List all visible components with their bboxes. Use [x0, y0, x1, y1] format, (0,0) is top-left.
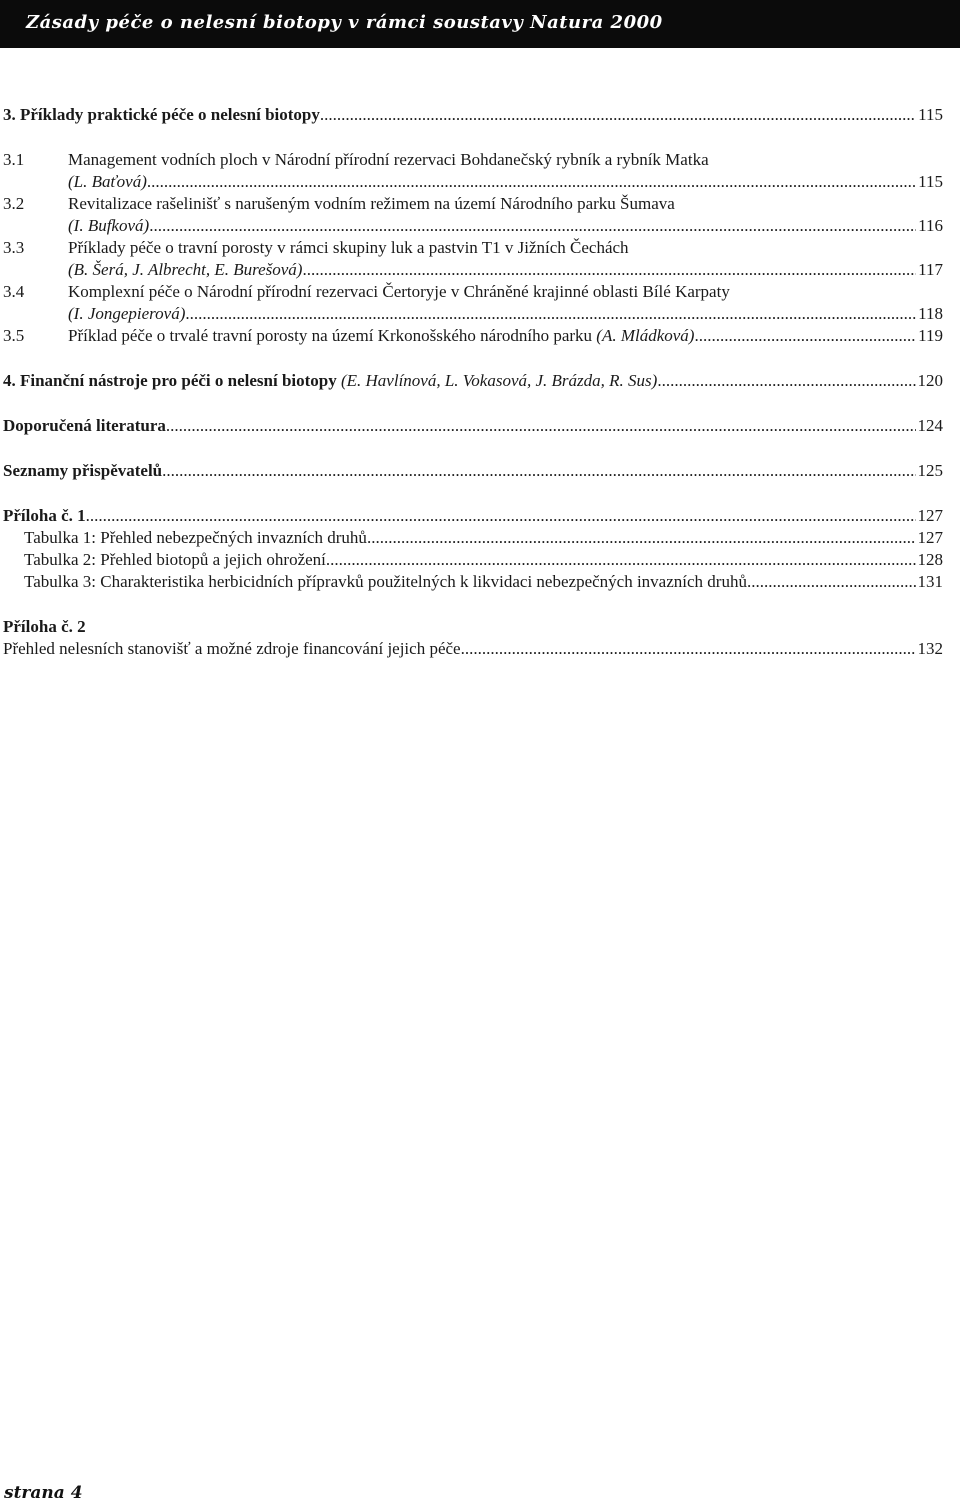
- toc-section-3-3-title-line[interactable]: [3, 237, 943, 259]
- toc-contributors[interactable]: [3, 460, 943, 482]
- toc-table-1-title: Tabulka 1: Přehled nebezpečných invazních druhů: [24, 528, 367, 547]
- dot-leader: [747, 571, 916, 593]
- toc-literature[interactable]: [3, 415, 943, 437]
- toc-table-2-page: 128: [917, 550, 943, 569]
- toc-chapter-4-title: 4. Finanční nástroje pro péči o nelesní biotopy: [3, 371, 337, 390]
- toc-section-page: 119: [918, 326, 943, 345]
- toc-contributors-title: Seznamy přispěvatelů: [3, 461, 163, 480]
- toc-chapter-3[interactable]: [3, 104, 943, 126]
- dot-leader: [326, 549, 916, 571]
- toc-appendix-2-page: 132: [917, 639, 943, 658]
- toc-section-authors: (L. Baťová): [68, 172, 147, 191]
- toc-appendix-2-heading[interactable]: [3, 616, 943, 638]
- dot-leader: [149, 215, 916, 237]
- toc-table-1-page: 127: [917, 528, 943, 547]
- toc-chapter-3-title: 3. Příklady praktické péče o nelesní biotopy: [3, 105, 320, 124]
- toc-appendix-1[interactable]: [3, 505, 943, 527]
- toc-section-page: 118: [918, 304, 943, 323]
- dot-leader: [147, 171, 916, 193]
- toc-section-3-1-title-line[interactable]: [3, 149, 943, 171]
- toc-appendix-2-subtitle: Přehled nelesních stanovišť a možné zdroje financování jejich péče: [3, 639, 461, 658]
- toc-section-page: 115: [918, 172, 943, 191]
- toc-section-3-5-line[interactable]: [3, 325, 943, 347]
- toc-chapter-4-page: 120: [917, 371, 943, 390]
- toc-section-3-4-author-line[interactable]: [3, 303, 943, 325]
- dot-leader: [86, 505, 916, 527]
- toc-section-title: Revitalizace rašelinišť s narušeným vodním režimem na území Národního parku Šumava: [68, 194, 675, 213]
- toc-table-3-page: 131: [917, 572, 943, 591]
- toc-table-3-title: Tabulka 3: Charakteristika herbicidních přípravků použitelných k likvidaci nebezpečných invazních druhů: [24, 572, 747, 591]
- dot-leader: [162, 460, 915, 482]
- toc-section-3-1-author-line[interactable]: [3, 171, 943, 193]
- toc-table-3[interactable]: [3, 571, 943, 593]
- dot-leader: [367, 527, 916, 549]
- table-of-contents: [3, 104, 943, 660]
- toc-section-title: Management vodních ploch v Národní přírodní rezervaci Bohdanečský rybník a rybník Matka: [68, 150, 709, 169]
- dot-leader: [185, 303, 916, 325]
- toc-section-number: 3.1: [3, 150, 25, 169]
- toc-section-title: Komplexní péče o Národní přírodní rezervaci Čertoryje v Chráněné krajinné oblasti Bílé Karpaty: [68, 282, 730, 301]
- toc-appendix-2-line[interactable]: [3, 638, 943, 660]
- toc-literature-page: 124: [917, 416, 943, 435]
- toc-appendix-1-page: 127: [917, 506, 943, 525]
- toc-literature-title: Doporučená literatura: [3, 416, 166, 435]
- dot-leader: [461, 638, 916, 660]
- toc-section-authors: (I. Bufková): [68, 216, 150, 235]
- toc-section-authors: (A. Mládková): [596, 326, 695, 345]
- toc-section-page: 117: [918, 260, 943, 279]
- toc-table-1[interactable]: [3, 527, 943, 549]
- toc-contributors-page: 125: [917, 461, 943, 480]
- toc-section-number: 3.5: [3, 326, 25, 345]
- page-number-footer: strana 4: [4, 1483, 83, 1503]
- toc-section-page: 116: [918, 216, 943, 235]
- dot-leader: [302, 259, 916, 281]
- toc-section-number: 3.2: [3, 194, 25, 213]
- toc-section-authors: (B. Šerá, J. Albrecht, E. Burešová): [68, 260, 303, 279]
- header-bar: [0, 0, 960, 48]
- toc-section-title: Příklady péče o travní porosty v rámci skupiny luk a pastvin T1 v Jižních Čechách: [68, 238, 629, 257]
- toc-chapter-4-authors: (E. Havlínová, L. Vokasová, J. Brázda, R. Sus): [340, 371, 658, 390]
- toc-section-3-3-author-line[interactable]: [3, 259, 943, 281]
- toc-appendix-2-title: Příloha č. 2: [3, 617, 86, 636]
- toc-section-authors: (I. Jongepierová): [68, 304, 186, 323]
- dot-leader: [657, 370, 915, 392]
- toc-table-2-title: Tabulka 2: Přehled biotopů a jejich ohrožení: [24, 550, 326, 569]
- toc-section-3-2-title-line[interactable]: [3, 193, 943, 215]
- dot-leader: [694, 325, 916, 347]
- toc-table-2[interactable]: [3, 549, 943, 571]
- header-title: Zásady péče o nelesní biotopy v rámci soustavy Natura 2000: [26, 12, 663, 33]
- toc-section-3-4-title-line[interactable]: [3, 281, 943, 303]
- toc-chapter-4[interactable]: [3, 370, 943, 392]
- dot-leader: [166, 415, 916, 437]
- toc-appendix-1-title: Příloha č. 1: [3, 506, 86, 525]
- toc-section-number: 3.3: [3, 238, 25, 257]
- toc-chapter-3-page: 115: [918, 105, 943, 124]
- toc-section-3-2-author-line[interactable]: [3, 215, 943, 237]
- toc-section-title: Příklad péče o trvalé travní porosty na území Krkonošského národního parku: [68, 326, 593, 345]
- dot-leader: [320, 104, 916, 126]
- toc-section-number: 3.4: [3, 282, 25, 301]
